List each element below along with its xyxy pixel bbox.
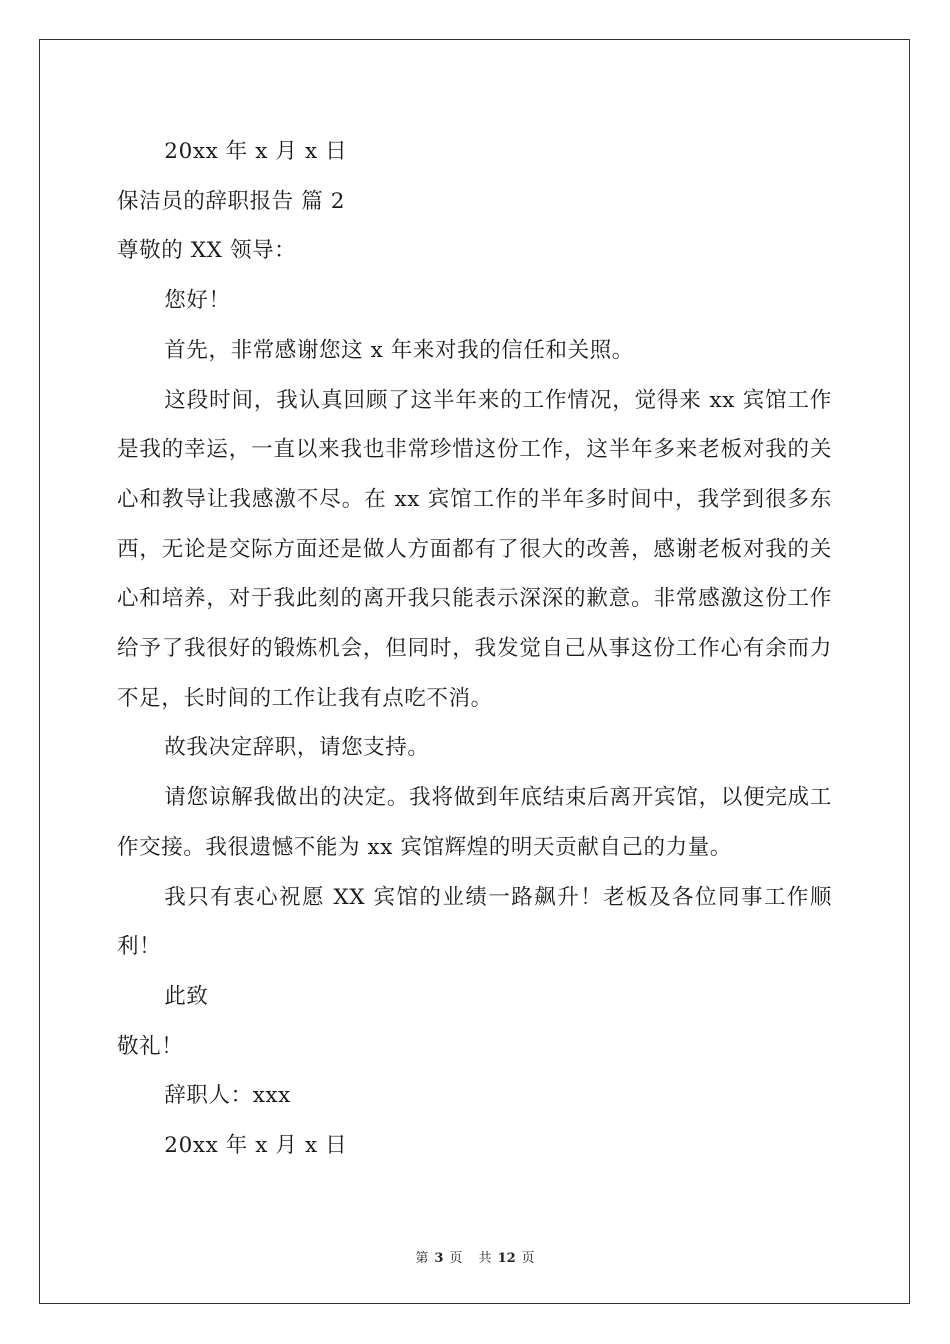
page-suffix: 页 [449,1251,463,1266]
page-footer [0,1247,950,1266]
total-pages: 12 [497,1251,516,1266]
greeting: 您好！ [164,288,231,314]
paragraph-wishes: 我只有衷心祝愿 XX 宾馆的业绩一路飙升！老板及各位同事工作顺利！ [117,884,832,960]
page-number: 3 [434,1251,444,1266]
total-indicator [476,1251,538,1266]
page-indicator [412,1251,465,1266]
salutation: 尊敬的 XX 领导： [117,238,297,264]
date-line-top: 20xx 年 x 月 x 日 [164,139,348,164]
total-prefix: 共 [478,1251,492,1266]
paragraph-thanks: 首先，非常感谢您这 x 年来对我的信任和关照。 [164,337,634,363]
paragraph-decision: 故我决定辞职，请您支持。 [164,735,430,761]
document-body [117,127,832,1171]
total-suffix: 页 [521,1251,535,1266]
section-title: 保洁员的辞职报告 篇 2 [117,188,346,214]
closing-jingli: 敬礼！ [117,1033,184,1059]
closing-cizhi: 此致 [164,983,209,1009]
date-line-bottom: 20xx 年 x 月 x 日 [164,1133,348,1159]
paragraph-main: 这段时间，我认真回顾了这半年来的工作情况，觉得来 xx 宾馆工作是我的幸运，一直以来我也非常珍惜这份工作，这半年多来老板对我的关心和教导让我感激不尽。在 xx 宾馆工作的半年多时间中，我学到很多东西，无论是交际方面还是做人方面都有了很大的改善，感谢老板对我的关心和培养，对于我此刻的离开我只能表示深深的歉意。非常感激这份工作给予了我很好的锻炼机会，但同时，我发觉自己从事这份工作心有余而力不足，长时间的工作让我有点吃不消。 [117,387,832,711]
signature-line: 辞职人：xxx [164,1083,291,1109]
paragraph-understanding: 请您谅解我做出的决定。我将做到年底结束后离开宾馆，以便完成工作交接。我很遗憾不能为 xx 宾馆辉煌的明天贡献自己的力量。 [117,785,832,860]
page-prefix: 第 [415,1251,429,1266]
